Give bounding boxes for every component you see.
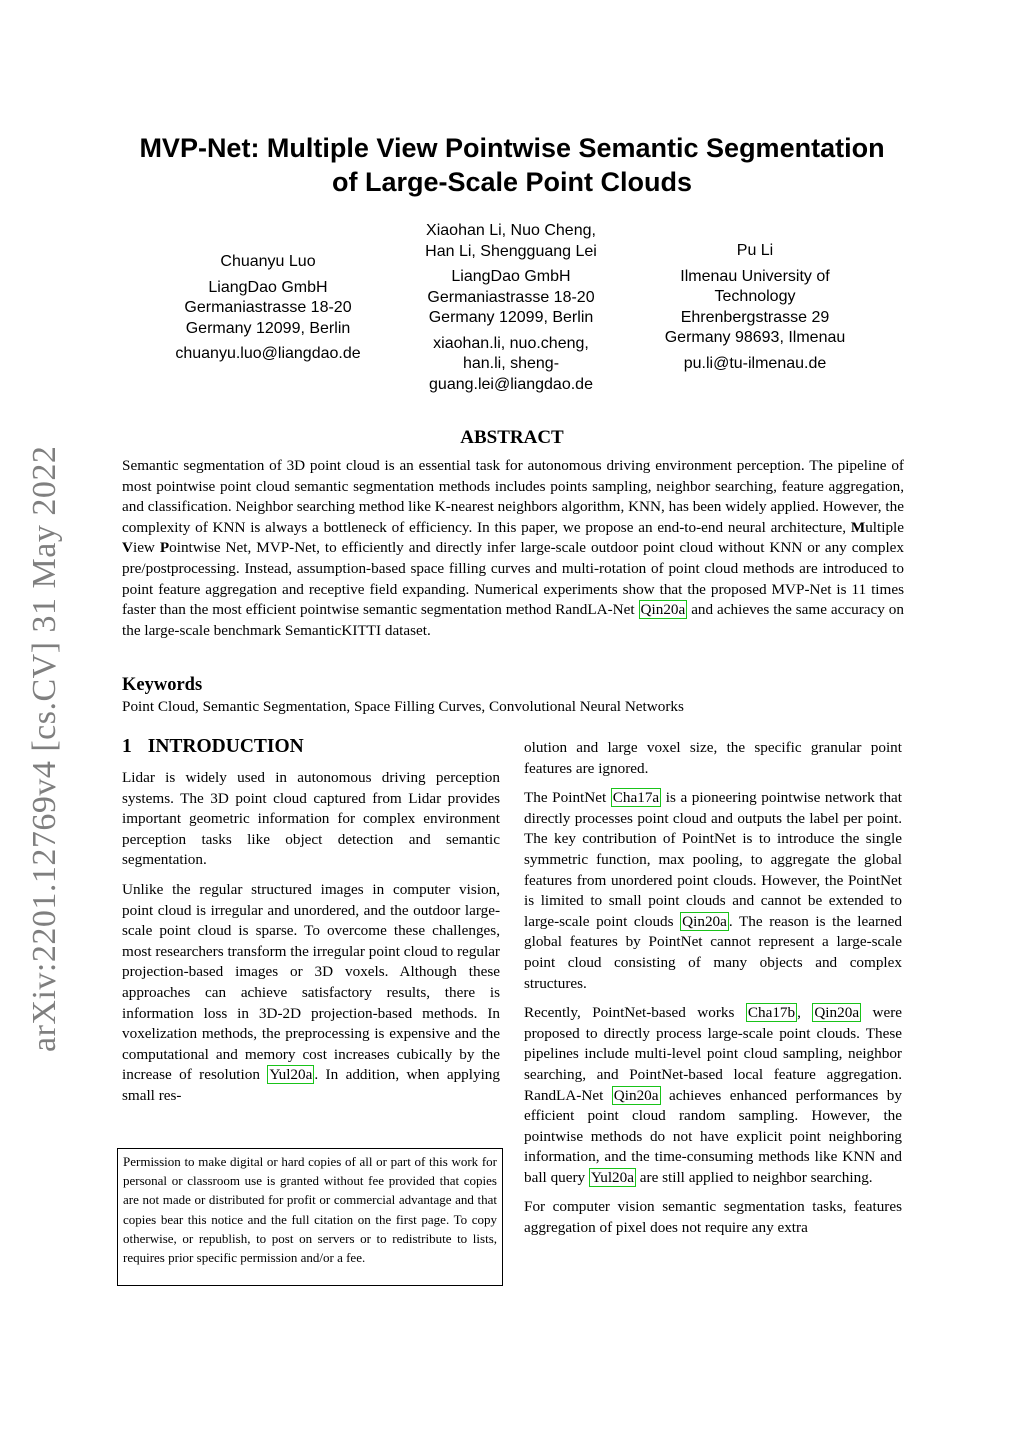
author-email: chuanyu.luo@liangdao.de [175,345,361,362]
author-email: guang.lei@liangdao.de [429,375,593,393]
author-address: Germaniastrasse 18-20 [427,288,595,306]
paragraph-text: achieves enhanced performances by efficient point cloud random sampling. However, the pointwise methods do not have explicit point neighboring information, and the time-consuming methods like KNN and ball query [524,1086,902,1186]
author-name: Han Li, Shengguang Lei [425,242,597,260]
author-block-2 [405,221,617,395]
paragraph-text: are still applied to neighbor searching. [635,1168,873,1186]
paragraph: For computer vision semantic segmentation tasks, features aggregation of pixel does not require any extra [524,1198,902,1237]
author-name: Chuanyu Luo [220,253,316,270]
abstract-heading: ABSTRACT [460,427,564,448]
abstract-acronym-letter: P [159,539,170,557]
paragraph: Lidar is widely used in autonomous driving perception systems. The 3D point cloud captured from Lidar provides important geometric information for complex environment perception tasks like object detection and semantic segmentation. [122,769,500,869]
abstract-text [122,456,904,641]
section-number: 1 [122,736,132,757]
left-column [122,768,500,1116]
abstract-text-part: ointwise Net, MVP-Net, to efficiently and directly infer large-scale outdoor point cloud without KNN or any complex pre/postprocessing. Instead, assumption-based space filling curves and multi-rotation of point cloud methods are introduced to point feature aggregation and receptive field expanding. Numerical experiments show that the proposed MVP-Net is 11 times faster than the most efficient pointwise semantic segmentation method RandLA-Net [122,539,905,619]
paper-title-line-2: of Large-Scale Point Clouds [331,167,693,197]
abstract-text-part: and achieves the same accuracy on the large-scale benchmark SemanticKITTI dataset. [122,601,904,639]
author-address: Germany 98693, Ilmenau [664,329,846,346]
author-affiliation: LiangDao GmbH [208,278,328,296]
citation-link[interactable]: Cha17b [747,1004,796,1022]
author-email: pu.li@tu-ilmenau.de [683,354,827,372]
author-block-1 [158,252,378,365]
paragraph-text: . In addition, when applying small res- [122,1066,500,1104]
citation-link[interactable]: Qin20a [613,1086,659,1104]
permission-notice-box: Permission to make digital or hard copies of all or part of this work for personal or classroom use is granted without fee provided that copies are not made or distributed for profit or commercial advantage and that copies bear this notice and the full citation on the first page. To copy otherwise, or republish, to post on servers or to redistribute to lists, requires prior specific permission and/or a fee. [117,1148,503,1286]
citation-link[interactable]: Cha17a [612,789,660,807]
paragraph-text: Unlike the regular structured images in computer vision, point cloud is irregular and unordered, and the outdoor large-scale point cloud is sparse. To overcome these challenges, most researchers transform the irregular point cloud to regular projection-based images or 3D voxels. Although these approaches can achieve satisfactory results, there is information loss in 3D-2D projection-based methods. In voxelization methods, the preprocessing is expensive and the computational and memory cost increases cubically by the increase of resolution [122,880,500,1084]
paragraph-text: , [797,1004,813,1022]
section-title: INTRODUCTION [147,736,304,757]
author-address: Germaniastrasse 18-20 [184,299,352,316]
citation-link[interactable]: Yul20a [590,1168,634,1186]
keywords-heading: Keywords [122,675,203,695]
author-affiliation: Ilmenau University of [680,267,830,285]
abstract-text-part: ultiple [865,518,904,536]
abstract-text-part: Semantic segmentation of 3D point cloud is an essential task for autonomous driving environment perception. The pipeline of most pointwise point cloud semantic segmentation methods includes points sampling, neighbor searching, feature aggregation, and classification. Neighbor searching method like K-nearest neighbors algorithm, KNN, has been widely applied. However, the complexity of KNN is always a bottleneck of efficiency. In this paper, we propose an end-to-end neural architecture, [122,457,904,536]
paragraph-text: . The reason is the learned global features by PointNet cannot represent a large-scale point cloud consisting of many objects and complex structures. [524,912,902,992]
paragraph-text: The PointNet [524,789,611,807]
citation-link[interactable]: Qin20a [640,601,686,619]
citation-link[interactable]: Yul20a [269,1066,313,1084]
paragraph [524,1003,902,1188]
paragraph-text: Recently, PointNet-based works [524,1004,746,1022]
author-email: han.li, sheng- [462,355,560,372]
citation-link[interactable]: Qin20a [814,1004,860,1022]
author-affiliation: Technology [714,288,796,305]
paragraph [122,880,500,1107]
paragraph-text: is a pioneering pointwise network that directly processes point cloud and outputs the label per point. The key contribution of PointNet is to introduce the single symmetric function, max pooling, to aggregate the global features from unordered point clouds. However, the PointNet is limited to small point clouds and cannot be extended to large-scale point clouds [524,789,903,930]
paper-title-line-1: MVP-Net: Multiple View Pointwise Semantic Segmentation [139,133,885,163]
author-address: Ehrenbergstrasse 29 [680,308,830,326]
author-address: Germany 12099, Berlin [185,319,351,337]
section-heading [122,736,304,758]
keywords-list: Point Cloud, Semantic Segmentation, Space Filling Curves, Convolutional Neural Networks [122,698,684,715]
paragraph [524,788,902,994]
author-block-3 [650,241,860,374]
paper-title [110,131,914,199]
abstract-acronym-letter: M [850,518,866,536]
author-name: Xiaohan Li, Nuo Cheng, [426,222,596,239]
paragraph-text: were proposed to directly process large-scale point clouds. These pipelines include multi-level point cloud sampling, neighbor searching, and PointNet-based local feature aggregation. RandLA-Net [524,1004,903,1104]
paragraph: olution and large voxel size, the specific granular point features are ignored. [524,739,902,777]
arxiv-identifier-stamp: arXiv:2201.12769v4 [cs.CV] 31 May 2022 [26,445,63,1052]
author-affiliation: LiangDao GmbH [451,268,571,285]
author-address: Germany 12099, Berlin [428,309,594,326]
author-name: Pu Li [736,242,774,259]
citation-link[interactable]: Qin20a [682,912,727,930]
right-column [524,738,902,1248]
author-email: xiaohan.li, nuo.cheng, [433,334,589,352]
abstract-text-part: iew [132,539,160,557]
abstract-acronym-letter: V [122,539,133,557]
